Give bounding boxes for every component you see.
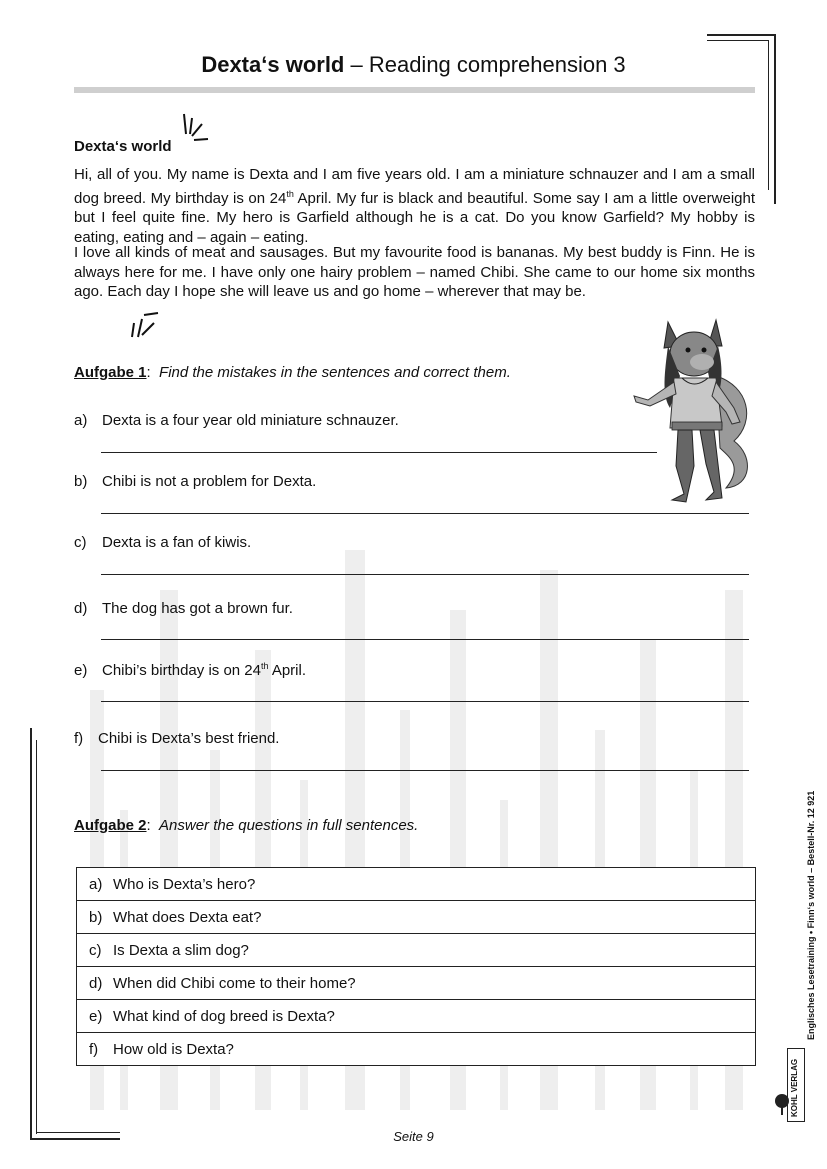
side-imprint: Englisches Lesetraining • Finn‘s world – Bestell-Nr. 12 921 — [806, 790, 816, 1040]
task1-item-d: d) The dog has got a brown fur. — [74, 600, 293, 617]
table-row: d) When did Chibi come to their home? — [77, 967, 756, 1000]
publisher-logo: KOHL VERLAG — [787, 1048, 805, 1122]
task1-item-b: b) Chibi is not a problem for Dexta. — [74, 473, 317, 490]
task1-instruction: Find the mistakes in the sentences and correct them. — [159, 364, 511, 381]
title-underline-bar — [74, 87, 755, 93]
table-row: b) What does Dexta eat? — [77, 901, 756, 934]
answer-line-d[interactable] — [101, 639, 749, 640]
frame-left-v — [30, 728, 32, 1140]
task2-heading: Aufgabe 2: Answer the questions in full sentences. — [74, 817, 419, 834]
publisher-tree-icon — [772, 1092, 792, 1116]
story-paragraph-1: Hi, all of you. My name is Dexta and I am five years old. I am a miniature schnauzer and I am a small dog breed. My birthday is on 24th April. My fur is black and beautiful. Some say I am a little overweight but I feel quite fine. My hero is Garfield although he is a cat. Do you know Garfield? My hobby is eating, eating and – again – eating. — [74, 166, 755, 246]
dexta-dog-illustration — [624, 316, 758, 506]
frame-left-v2 — [36, 740, 37, 1134]
table-row: c) Is Dexta a slim dog? — [77, 934, 756, 967]
answer-line-b[interactable] — [101, 513, 749, 514]
story-paragraph-2: I love all kinds of meat and sausages. But my favourite food is bananas. My best buddy is Finn. He is always here for me. I have only one hairy problem – named Chibi. She came to our home six months ago. Each day I hope she will leave us and go home – wherever that may be. — [74, 244, 755, 300]
answer-line-c[interactable] — [101, 574, 749, 575]
title-rest: – Reading comprehension 3 — [344, 52, 626, 77]
questions-table — [76, 867, 756, 1066]
task1-item-c: c) Dexta is a fan of kiwis. — [74, 534, 252, 551]
page-title — [0, 52, 827, 78]
task1-item-f: f) Chibi is Dexta’s best friend. — [74, 730, 280, 747]
story-heading: Dexta‘s world — [74, 138, 172, 155]
task1-item-e: e) Chibi’s birthday is on 24th April. — [74, 661, 307, 679]
title-bold: Dexta‘s world — [201, 52, 345, 77]
answer-line-a[interactable] — [101, 452, 657, 453]
frame-top-right-h2 — [707, 40, 769, 41]
frame-top-right-h — [707, 34, 775, 36]
page-number: Seite 9 — [393, 1129, 434, 1144]
table-row: f) How old is Dexta? — [77, 1033, 756, 1066]
task2-label: Aufgabe 2 — [74, 817, 147, 834]
task1-label: Aufgabe 1 — [74, 364, 147, 381]
task1-item-a: a) Dexta is a four year old miniature schnauzer. — [74, 412, 399, 429]
answer-line-f[interactable] — [101, 770, 749, 771]
answer-line-e[interactable] — [101, 701, 749, 702]
task2-instruction: Answer the questions in full sentences. — [159, 817, 419, 834]
table-row: e) What kind of dog breed is Dexta? — [77, 1000, 756, 1033]
sparkle-icon — [180, 112, 212, 144]
table-row: a) Who is Dexta’s hero? — [77, 868, 756, 901]
sparkle-icon-2 — [128, 309, 162, 339]
task1-heading: Aufgabe 1: Find the mistakes in the sentences and correct them. — [74, 364, 511, 381]
